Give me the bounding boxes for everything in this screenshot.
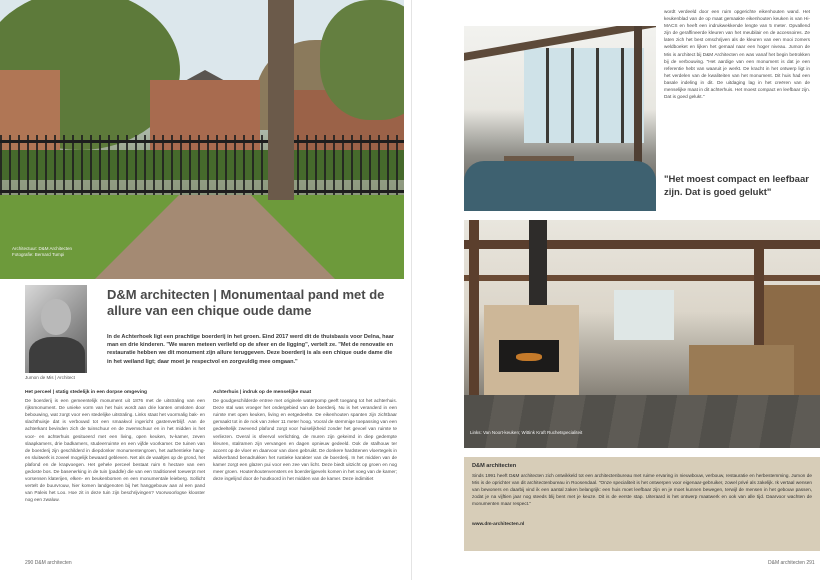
headline-line-2: allure van een chique oude dame (107, 303, 312, 318)
portrait-body (29, 337, 85, 373)
headline-line-1: D&M architecten | Monumentaal pand met de (107, 287, 385, 302)
kitchen-photo (464, 220, 820, 448)
hero-photo-farmhouse (0, 0, 404, 279)
hero-credit-line: Fotografie: Bernard Tumpi (12, 252, 65, 257)
left-column-2 (213, 389, 397, 482)
kitchen-photo-credit: Links: Van Noort-keuken; Wittink Kraft Ruchetspecialiteit (470, 430, 583, 435)
kitchen-chimney (529, 220, 547, 310)
column-1-heading: Het perceel | statig stedelijk in een dorpse omgeving (25, 390, 148, 395)
info-box-title: D&M architecten (472, 463, 517, 469)
info-box-text: Sinds 1991 heeft D&M architecten zich ontwikkeld tot een architectenbureau met ruime ervaring in nieuwbouw, verbouw, restauratie en herbestemming. Jumon de Mis is de oprichter van dit architectenbureau in Roosendaal. "Onze specialiteit is het ontwerpen voor eigenaar-gebruiker, zowel privé als zakelijk. Ik vertaal wensen van bewoners en daarbij vind ik een aantal zaken belangrijk: een huis moet leefbaar zijn en je moet kunnen bewegen, terwijl de mensen in het gebouw passen, zodat je na vijftien jaar nog steeds blij bent met je keuze. Dit is de eerste stap. Uiteraard is het ontwerp maatwerk en ook van alle tijd. Daarvoor wachten de monumenten maar respect." (472, 473, 812, 507)
kitchen-flame (516, 353, 542, 361)
portrait-head (41, 299, 71, 335)
portrait-caption: Jumon de Mis | Architect (25, 375, 75, 380)
pull-quote: "Het moest compact en leefbaar zijn. Dat is goed gelukt" (664, 174, 809, 198)
architect-portrait (25, 285, 87, 373)
living-room-photo (464, 26, 656, 211)
hero-fence-rail-bottom (0, 190, 404, 193)
column-2-heading: Achterhuis | indruk op de menselijke maat (213, 390, 312, 395)
left-column-1 (25, 389, 205, 504)
hero-credit-line: Architectuur: D&M Architecten (12, 246, 73, 251)
hero-tree-right (320, 0, 404, 120)
page-gutter (411, 0, 412, 580)
kitchen-floor (464, 395, 820, 448)
article-intro: In de Achterhoek ligt een prachtige boerderij in het groen. Eind 2017 werd dit de thuisbasis voor Delna, haar man en drie kinderen. "We waren meteen verliefd op de sfeer en de ligging", vertelt ze. "Met de renovatie en restauratie hebben we dit monument zijn allure teruggeven. Deze boerderij is als een chique oude dame die in het weiland ligt; daar moet je respectvol en zorgvuldig mee omgaan." (107, 334, 395, 365)
info-box-url[interactable]: www.dm-architecten.nl (472, 522, 525, 527)
right-column-text: wordt verdeeld door een ruim opgerichte eikenhouten wand. Het keukenblad van de op maat gemaakte eikenhouten keuken is van Hi-MACS en heeft een indrukwekkende lengte van 5 meter. Opvallend zijn de geraffineerde kleuren van het meubilair en de accessoires. Ze laten zich het best omschrijven als de kleuren van een mooi zomers weldboeket en lijken het gemaal naar een hoger niveau. Jumon de Mis is architect bij D&M Architecten en was vanaf het begin betrokken bij de verbouwing. "Het aardige van een monument is dat je een referentie hebt van waaruit je werkt. De kracht in het ontwerp ligt in het verdelen van de kwaliteiten van het monument. Dit huis had een basale indeling in dit. De uitdaging lag in het creëren van de menselijke maat in dit achterhuis. Het moest compact en leefbaar zijn. Dat is goed gelukt." (664, 9, 810, 100)
hero-fence-rail-top (0, 140, 404, 143)
folio-right: D&M architecten 291 (768, 560, 815, 566)
living-room-sofa (464, 161, 656, 211)
kitchen-window (614, 290, 674, 340)
folio-left: 290 D&M architecten (25, 560, 72, 566)
column-2-body: De goudgeschilderde entree met originele waterpomp geeft toegang tot het achterhuis. Deze stal was vroeger het ondergebied van de boerderij. Nu is het veranderd in een ruimte met open keuken, living en eetgedeelte. De eikenhouten spanten zijn zichtbaar gemaakt tot in de nok van zeker 11 meter hoog. Vooral de stemmige toepassing van een gedeeltelijk zwevend plafond zorgt voor huiselijkheid zonder het gevoel van ruimte te verliezen. Overal is sfeervol verlichting, de muren zijn gekeimd in diep gedempte kleuren, stalramen zijn vervangen en dagen opnieuw gedeeld. Ook de stalhouw ter accent op de vloer en daarvoor van doen gebruikt. De donkere hardstenen vloertegels in wildverband benadrukken het rustieke karakter van de boerderij. In het midden van de kamer zorgt een glazen pui voor een zee van licht. Deze biedt uitzicht op groen en nog meer groen. Houtenhoutenvensters en boerderijgevels komen in het voeg van de kamer; deze ingelijnd door de houtkoord in het midden van de kamer. Deze indimitiet (213, 398, 397, 482)
living-room-post (634, 26, 642, 166)
living-room-windows (524, 48, 644, 143)
kitchen-beam (464, 240, 820, 249)
kitchen-post-left (469, 220, 479, 420)
article-headline (107, 287, 397, 319)
hero-iron-fence (0, 135, 404, 195)
hero-photo-credit (12, 246, 72, 258)
kitchen-island (689, 345, 794, 395)
kitchen-beam-lower (464, 275, 820, 281)
hero-tree-trunk (268, 0, 294, 200)
column-1-body: De boerderij is een gemeentelijk monument uit 1876 met de uitstraling van een rijksmonument. De unieke vorm van het huis wordt aan drie kanten omsloten door bebouwing, wat zorgt voor een stedelijke uitstraling. Links staat het voormalig bak- en slachthuisje dat is verbouwd tot een smaakvol ingericht gastenverblijf. Aan de achterkant bevinden zich de tuinschuur en de zwemschuur en in het midden is het voor- en achterhuis gesitueerd met een living, open keuken, tv-kamer, zeven slaapkamers, drie badkamers, studeerruimte en een vijfde voorkamer. De tuinen van de boerderij zijn geschilderd in diepdonker monumentengroen, het authentieke hang- en sluitwerk is zoveel mogelijk bewaard gebleven. Net als de waaltjes op de grond, het plafond en de krapvoegen. Het gehele perceel bestaat ruim 6 hectare van een gedoste bos. De basenerking in de tuin (paddle) die van een traditioneel toewerpt met vorsensen klaterijen, elken- en beukenbomen en een monumentale leieberg. Sollicht vertelt de buurvrouw, hier komen landgenoten bij het hanggebouw aan al een pand van Paleis het Loo. Hoe zit in deze tuin zijn beschrijvingen? Voorwoorlogse klooster nog een zwaluw. (25, 398, 205, 503)
